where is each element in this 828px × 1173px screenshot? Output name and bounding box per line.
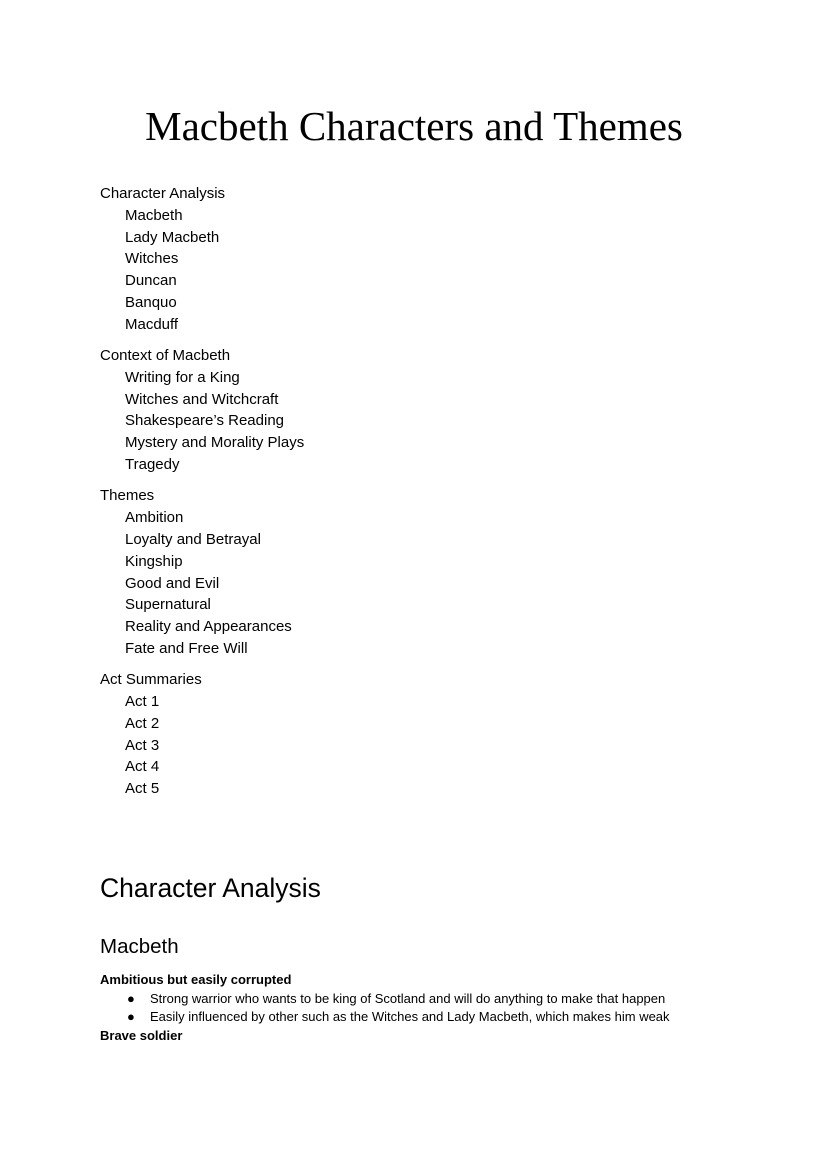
toc-sublink[interactable]: Witches	[125, 250, 179, 268]
toc-link[interactable]: Act Summaries	[100, 671, 202, 689]
bullet-text: Strong warrior who wants to be king of Scotland and will do anything to make that happen	[150, 990, 666, 1006]
toc-sublink[interactable]: Act 4	[125, 758, 160, 776]
toc-group	[100, 485, 304, 659]
bullet-item	[100, 990, 670, 1009]
bullet-list	[100, 990, 670, 1027]
bullet-item	[100, 1008, 670, 1027]
toc-sublink[interactable]: Mystery and Morality Plays	[125, 434, 305, 452]
toc-link[interactable]: Themes	[100, 487, 155, 505]
toc-group	[100, 345, 304, 476]
toc-sublink[interactable]: Witches and Witchcraft	[125, 390, 279, 408]
toc-group	[100, 669, 304, 800]
toc-link[interactable]: Context of Macbeth	[100, 347, 231, 365]
toc-sublink[interactable]: Shakespeare’s Reading	[125, 412, 285, 430]
heading-character-analysis: Character Analysis	[100, 873, 321, 903]
toc-sublink[interactable]: Act 2	[125, 714, 160, 732]
point-heading: Brave soldier	[100, 1027, 183, 1043]
toc-sublink[interactable]: Writing for a King	[125, 368, 240, 386]
toc-sublink[interactable]: Kingship	[125, 552, 183, 570]
toc-sublink[interactable]: Reality and Appearances	[125, 618, 292, 636]
table-of-contents	[100, 183, 304, 810]
toc-sublink[interactable]: Macbeth	[125, 206, 183, 224]
toc-sublink[interactable]: Supernatural	[125, 596, 211, 614]
section-body	[100, 971, 670, 1045]
toc-sublink[interactable]: Act 5	[125, 780, 160, 798]
toc-sublink[interactable]: Lady Macbeth	[125, 228, 220, 246]
toc-sublink[interactable]: Act 1	[125, 693, 160, 711]
toc-sublink[interactable]: Duncan	[125, 272, 177, 290]
point-heading: Ambitious but easily corrupted	[100, 972, 292, 987]
toc-sublink[interactable]: Ambition	[125, 509, 184, 527]
bullet-icon: ●	[127, 990, 135, 1006]
toc-sublink[interactable]: Macduff	[125, 315, 179, 333]
toc-sublink[interactable]: Tragedy	[125, 456, 180, 474]
toc-sublink[interactable]: Good and Evil	[125, 574, 220, 592]
document-title: Macbeth Characters and Themes	[145, 103, 683, 149]
bullet-text: Easily influenced by other such as the Witches and Lady Macbeth, which makes him weak	[150, 1009, 670, 1024]
toc-sublink[interactable]: Loyalty and Betrayal	[125, 530, 261, 548]
toc-link[interactable]: Character Analysis	[100, 185, 226, 202]
bullet-icon: ●	[127, 1009, 135, 1024]
toc-sublink[interactable]: Act 3	[125, 736, 160, 754]
toc-sublink[interactable]: Fate and Free Will	[125, 639, 248, 657]
heading-macbeth: Macbeth	[100, 935, 179, 958]
toc-group	[100, 183, 304, 336]
toc-sublink[interactable]: Banquo	[125, 293, 177, 311]
